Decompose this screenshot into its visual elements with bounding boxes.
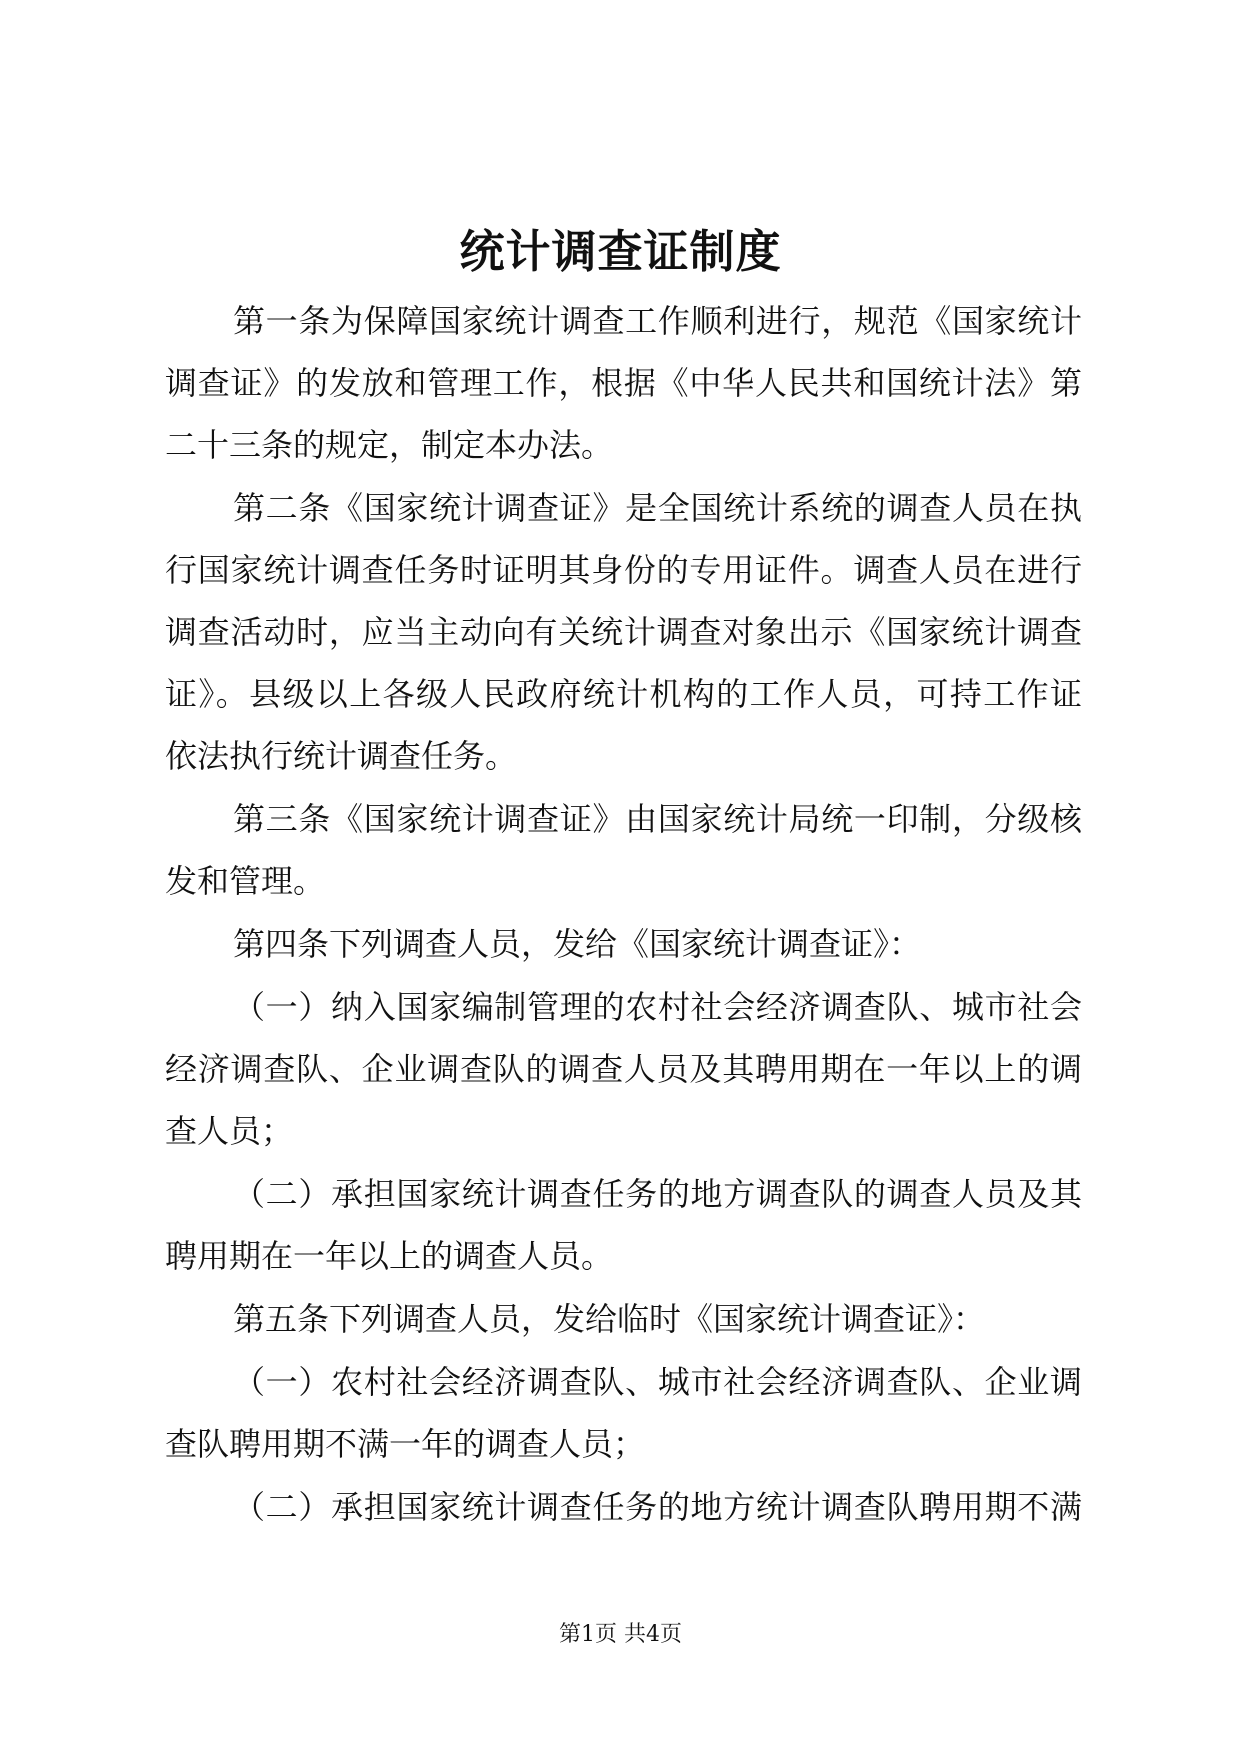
article-1-line-3: 二十三条的规定，制定本办法。 — [165, 426, 614, 464]
document-body — [165, 290, 1082, 1538]
article-4-item-1-line-2: 经济调查队、企业调查队的调查人员及其聘用期在一年以上的调 — [165, 1050, 1082, 1088]
article-5-item-2-paragraph — [165, 1476, 1082, 1538]
article-1-line-2: 调查证》的发放和管理工作，根据《中华人民共和国统计法》第 — [165, 364, 1082, 402]
page-number-footer: 第1页 共4页 — [559, 1622, 682, 1647]
article-4-paragraph — [165, 913, 1082, 975]
article-4-line-1: 第四条下列调查人员，发给《国家统计调查证》： — [233, 925, 922, 963]
document-title: 统计调查证制度 — [459, 225, 782, 278]
article-3-line-2: 发和管理。 — [165, 862, 326, 900]
article-5-item-1-paragraph — [165, 1351, 1082, 1475]
article-5-line-1: 第五条下列调查人员，发给临时《国家统计调查证》： — [233, 1300, 986, 1338]
article-2-line-3: 调查活动时，应当主动向有关统计调查对象出示《国家统计调查 — [165, 613, 1082, 651]
article-2-paragraph — [165, 477, 1082, 787]
article-4-item-1-paragraph — [165, 976, 1082, 1162]
article-1-line-1: 第一条为保障国家统计调查工作顺利进行，规范《国家统计 — [233, 302, 1082, 340]
article-2-line-4: 证》。县级以上各级人民政府统计机构的工作人员，可持工作证 — [165, 675, 1082, 713]
article-2-line-2: 行国家统计调查任务时证明其身份的专用证件。调查人员在进行 — [165, 551, 1082, 589]
article-2-line-1: 第二条《国家统计调查证》是全国统计系统的调查人员在执 — [233, 489, 1082, 527]
article-4-item-1-line-1: （一）纳入国家编制管理的农村社会经济调查队、城市社会 — [233, 988, 1082, 1026]
article-2-line-5: 依法执行统计调查任务。 — [165, 737, 518, 775]
article-3-paragraph — [165, 788, 1082, 912]
article-5-item-1-line-2: 查队聘用期不满一年的调查人员； — [165, 1425, 646, 1463]
article-3-line-1: 第三条《国家统计调查证》由国家统计局统一印制，分级核 — [233, 800, 1082, 838]
article-4-item-2-paragraph — [165, 1163, 1082, 1287]
article-1-paragraph — [165, 290, 1082, 476]
article-5-item-1-line-1: （一）农村社会经济调查队、城市社会经济调查队、企业调 — [233, 1363, 1082, 1401]
article-4-item-2-line-2: 聘用期在一年以上的调查人员。 — [165, 1237, 614, 1275]
article-4-item-1-line-3: 查人员； — [165, 1112, 294, 1150]
article-4-item-2-line-1: （二）承担国家统计调查任务的地方调查队的调查人员及其 — [233, 1175, 1082, 1213]
article-5-paragraph — [165, 1288, 1082, 1350]
article-5-item-2-line-1: （二）承担国家统计调查任务的地方统计调查队聘用期不满 — [233, 1488, 1082, 1526]
